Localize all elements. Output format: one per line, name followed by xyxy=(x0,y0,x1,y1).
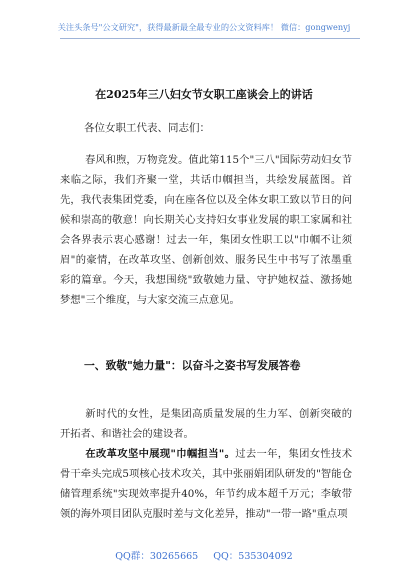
paragraph-section1-intro xyxy=(60,404,352,444)
paragraph-opening xyxy=(60,150,352,310)
header-divider xyxy=(60,38,360,39)
paragraph-text: 新时代的女性，是集团高质量发展的生力军、创新突破的开拓者、和谐社会的建设者。 xyxy=(60,408,352,440)
paragraph-section1-point1 xyxy=(60,444,352,524)
qq-group: QQ群：30265665 xyxy=(115,551,199,562)
document-title: 在2025年三八妇女节女职工座谈会上的讲话 xyxy=(95,88,313,101)
point-lead: 在改革攻坚中展现"巾帼担当"。 xyxy=(85,448,236,460)
paragraph-text: 过去一年，集团女性技术骨干牵头完成5项核心技术攻关，其中张丽娟团队研发的"智能仓储管理系统"实现效率提升40%，年节约成本超千万元；李敏带领的海外项目团队克服时差与文化差异，推动"一带一路"重点项 xyxy=(60,448,352,520)
paragraph-text: 春风和煦，万物竞发。值此第115个"三八"国际劳动妇女节来临之际，我们齐聚一堂，共话巾帼担当，共绘发展蓝图。首先，我代表集团党委，向在座各位以及全体女职工致以节日的问候和崇高的敬意！向长期关心支持妇女事业发展的职工家属和社会各界表示衷心感谢！过去一年，集团女性职工以"巾帼不让须眉"的豪情，在改革攻坚、创新创效、服务民生中书写了浓墨重彩的篇章。今天，我想围绕"致敬她力量、守护她权益、激扬她梦想"三个维度，与大家交流三点意见。 xyxy=(60,154,352,306)
contact-footer xyxy=(0,548,408,562)
salutation: 各位女职工代表、同志们： xyxy=(84,122,210,134)
promo-header: 关注头条号"公文研究"，获得最新最全最专业的公文资料库！ 微信：gongwenyj xyxy=(57,22,351,32)
qq-contact: QQ：535304092 xyxy=(213,551,293,562)
section-heading-1: 一、致敬"她力量"：以奋斗之姿书写发展答卷 xyxy=(84,359,301,372)
